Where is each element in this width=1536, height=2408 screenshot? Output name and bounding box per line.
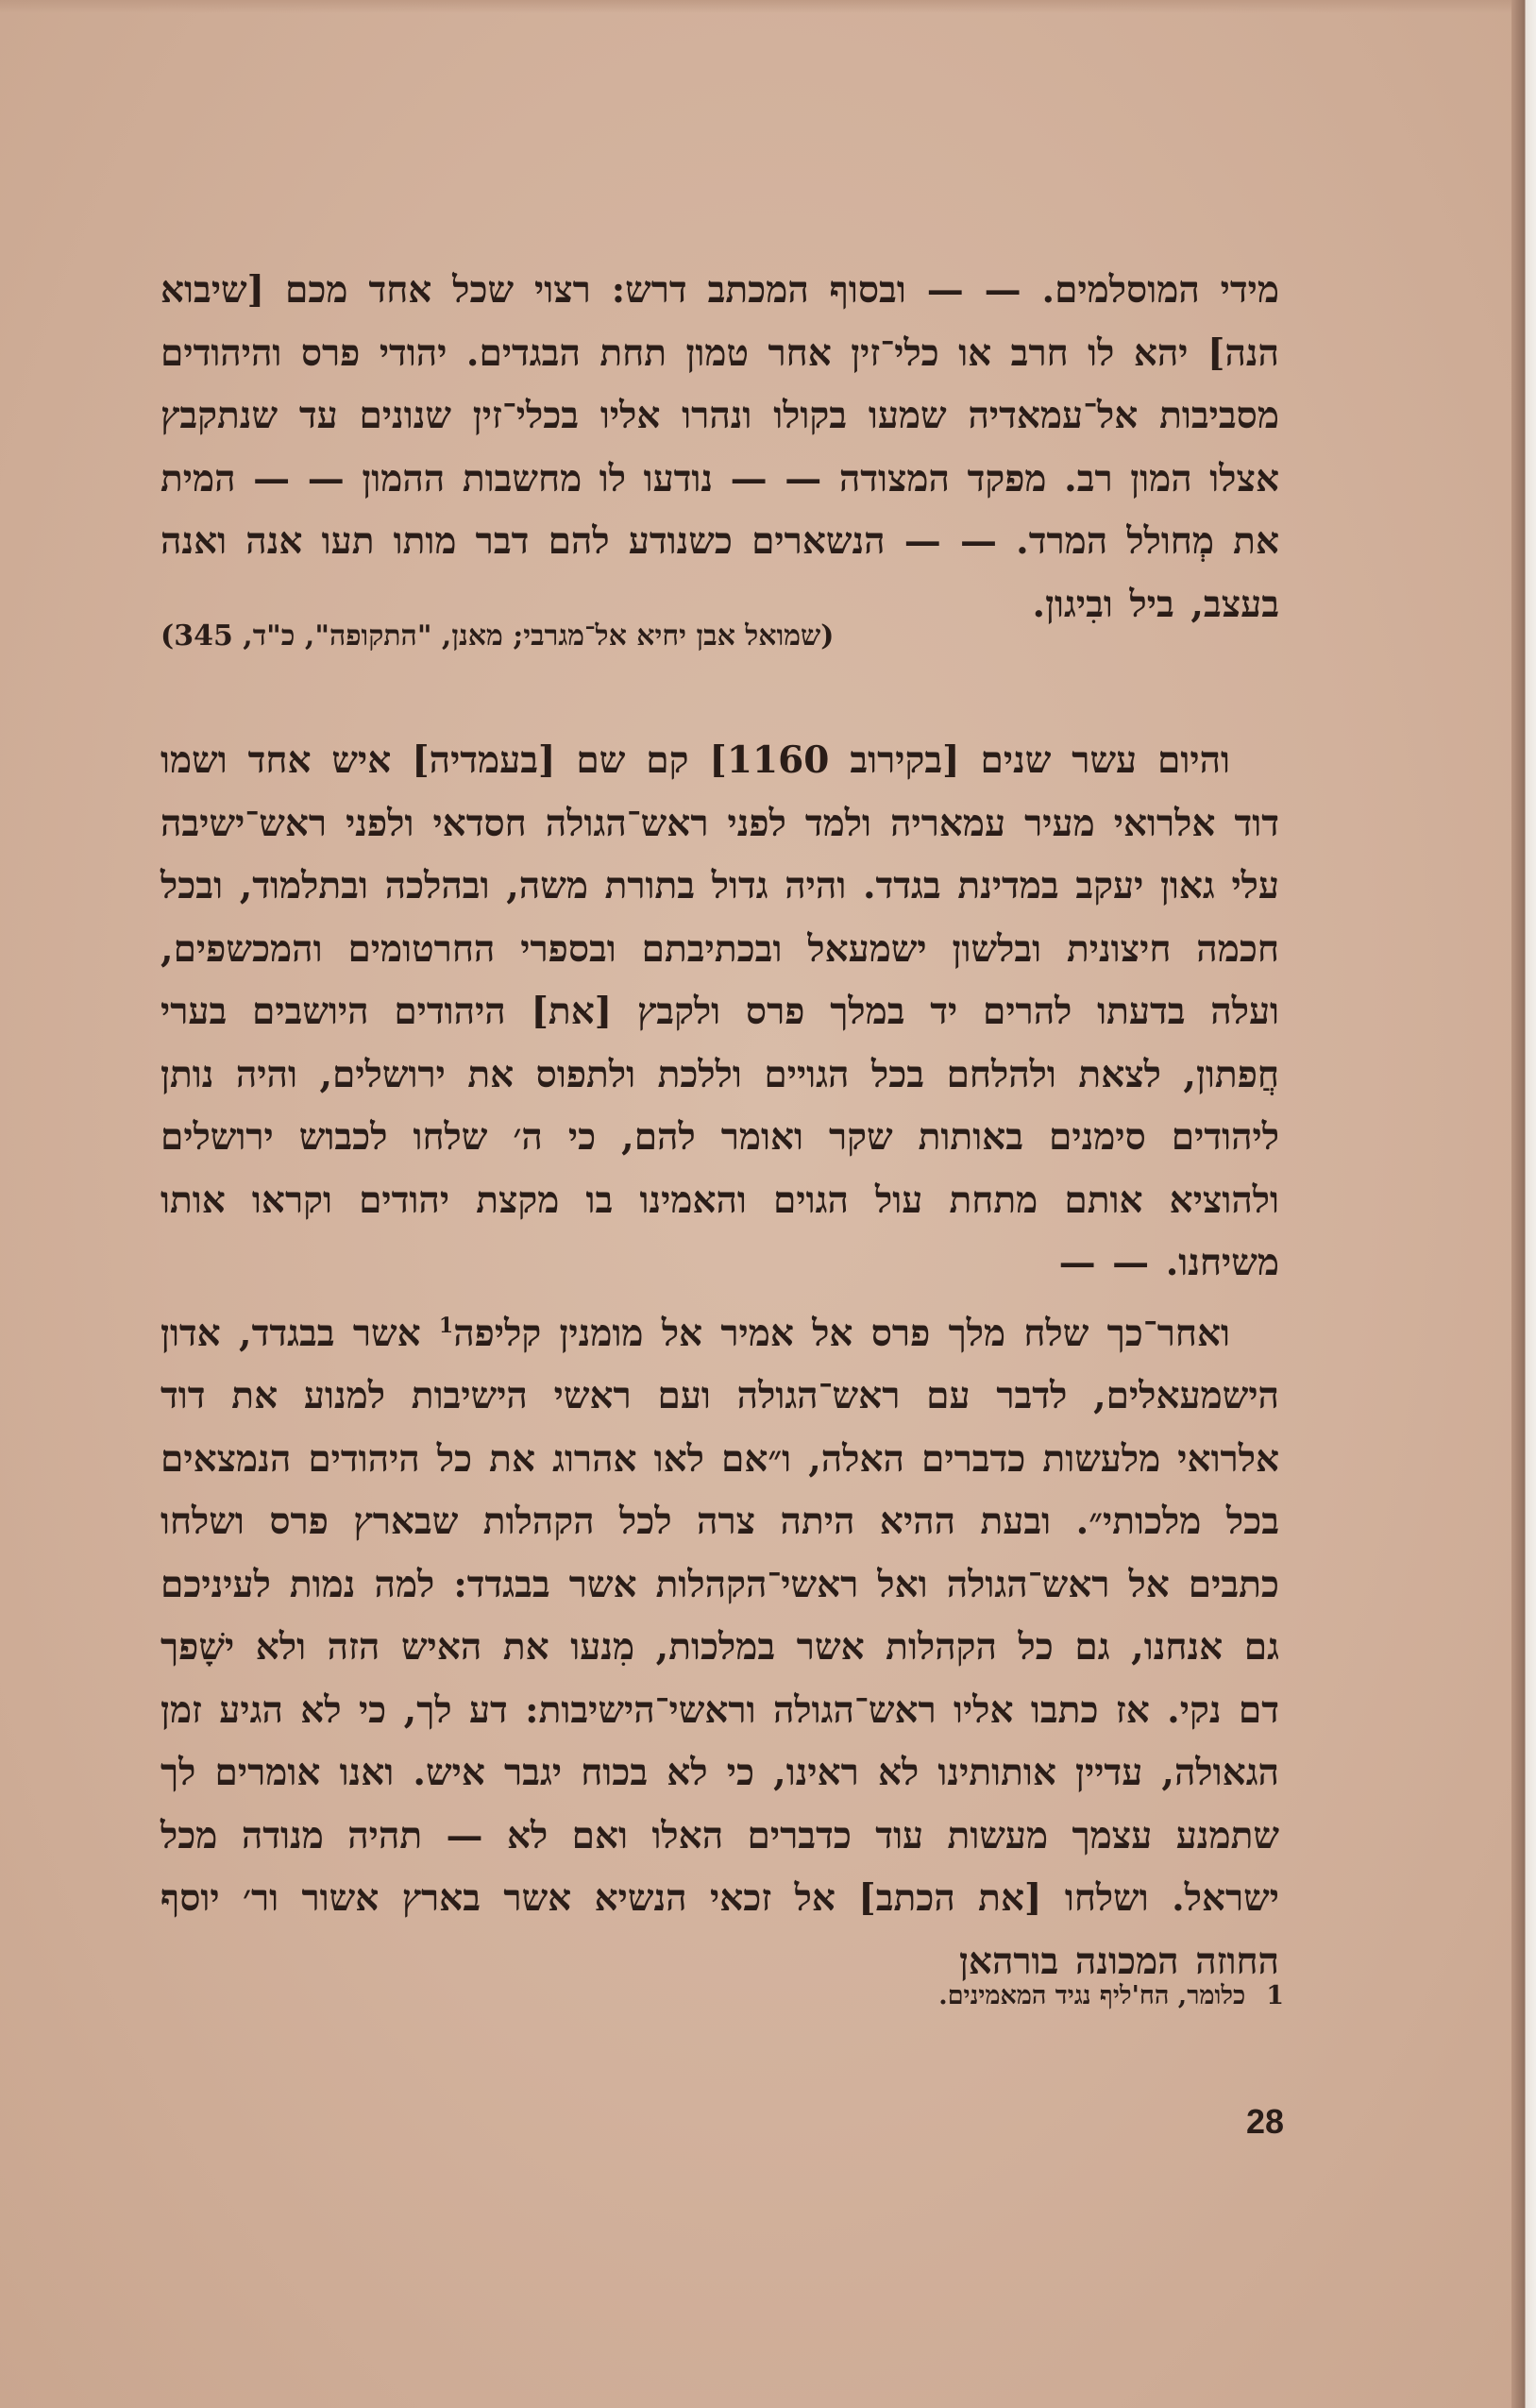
paragraph-2-before-note: ואחר־כך שלח מלך פרס אל אמיר אל מומנין קליפה: [453, 1311, 1230, 1355]
paragraph-2-after-note: אשר בבגדד, אדון הישמעאלים, לדבר עם ראש־הגולה ועם ראשי הישיבות למנוע את דוד אלרואי מלעשות כדברים האלה, ו״אם לאו אהרוג את כל היהודים הנמצאים בכל מלכותי״. ובעת ההיא היתה צרה לכל הקהלות שבארץ פרס ושלחו כתבים אל ראש־הגולה ואל ראשי־הקהלות אשר בבגדד: למה נמות לעיניכם גם אנחנו, גם כל הקהלות אשר במלכות, מִנעו את האיש הזה ולא ישָׁפך דם נקי. אז כתבו אליו ראש־הגולה וראשי־הישיבות: דע לך, כי לא הגיע זמן הגאולה, עדיין אותותינו לא ראינו, כי לא בכוח יגבר איש. ואנו אומרים לך שתמנע עצמך מעשות עוד כדברים האלו ואם לא — תהיה מנודה מכל ישראל. ושלחו [את הכתב] אל זכאי הנשיא אשר בארץ אשור ור׳ יוסף החוזה המכונה בורהאן: [160, 1311, 1279, 1983]
footnote-marker: 1: [438, 1313, 454, 1338]
passage-2-paragraph-2: [160, 1295, 1279, 1993]
passage-1-text: מידי המוסלמים. — — ובסוף המכתב דרש: רצוי שכל אחד מכם [שיבוא הנה] יהא לו חרב או כלי־זין אחר טמון תחת הבגדים. יהודי פרס והיהודים מסביבות אל־עמאדיה שמעו בקולו ונהרו אליו בכלי־זין שנונים עד שנתקבץ אצלו המון רב. מפקד המצודה — — נודעו לו מחשבות ההמון — — המית את מְחולל המרד. — — הנשארים כשנודע להם דבר מותו תעו אנה ואנה בעצב, ביל ובִיגון.: [160, 268, 1279, 626]
passage-2-paragraph-1: והיום עשר שנים [בקירוב 1160] קם שם [בעמדיה] איש אחד ושמו דוד אלרואי מעיר עמאריה ולמד לפני ראש־הגולה חסדאי ולפני ראש־ישיבה עלי גאון יעקב במדינת בגדד. והיה גדול בתורת משה, ובהלכה ובתלמוד, ובכל חכמה חיצונית ובלשון ישמעאל ובכתיבתם ובספרי החרטומים והמכשפים, ועלה בדעתו להרים יד במלך פרס ולקבץ [את] היהודים היושבים בערי חֲפתון, לצאת ולהלחם בכל הגויים וללכת ולתפוס את ירושלים, והיה נותן ליהודים סימנים באותות שקר ואומר להם, כי ה׳ שלחו לכבוש ירושלים ולהוציא אותם מתחת עול הגוים והאמינו בו מקצת יהודים וקראו אותו משיחנו. — —: [160, 738, 1279, 1284]
page-number: 28: [1245, 2102, 1284, 2141]
passage-1: [160, 259, 1279, 636]
footnote: [736, 1981, 1284, 2010]
passage-2: [160, 729, 1279, 1993]
passage-1-source: (שמואל אבן יחיא אל־מגרבי; מאנן, "התקופה", כ"ד, 345): [160, 619, 835, 653]
footnote-number: 1: [1266, 1981, 1284, 2010]
page-top-shadow: [0, 0, 1536, 13]
footnote-text: כלומר, הח'ליף נגיד המאמינים.: [938, 1981, 1246, 2010]
book-spine-edge: [1511, 0, 1536, 2408]
